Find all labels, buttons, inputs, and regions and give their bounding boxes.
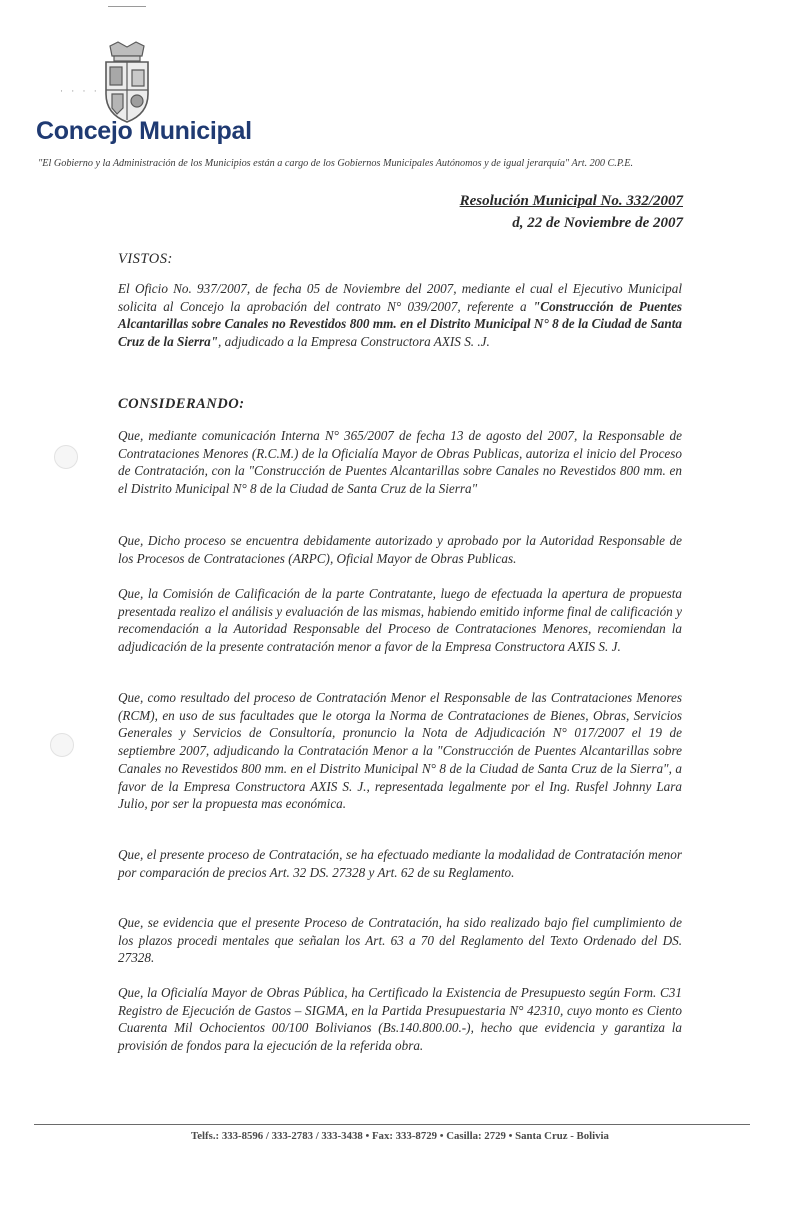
considerando-paragraph: Que, como resultado del proceso de Contratación Menor el Responsable de las Contrataciones Menores (RCM), en uso de sus facultades que le otorga la Norma de Contrataciones de Bienes, Obras, Servicios Generales y Servicios de Consultoría, pronuncio la Nota de Adjudicación N° 017/2007 el 19 de septiembre 2007, adjudicando la Contratación Menor a la "Construcción de Puentes Alcantarillas sobre Canales no Revestidos 800 mm. en el Distrito Municipal N° 8 de la Ciudad de Santa Cruz de la Sierra", a favor de la Empresa Constructora AXIS S. J., representada legalmente por el Ing. Rusfel Johnny Lara Julio, por ser la propuesta mas económica. bbox=[118, 690, 682, 812]
coat-of-arms-icon bbox=[92, 40, 162, 126]
punch-hole bbox=[50, 733, 74, 757]
contract-name: "Construcción de Puentes Alcantarillas sobre Canales no Revestidos 800 mm. en el Distrito Municipal N° 8 de la Ciudad de Santa Cruz de la Sierra" bbox=[118, 298, 683, 350]
vistos-text-start: El Oficio No. 937/2007, de fecha 05 de Noviembre del 2007, mediante el cual el Ejecutivo Municipal solicita al Concejo la aprobación del contrato N° 039/2007, referente a bbox=[118, 281, 682, 314]
considerando-paragraph: Que, la Comisión de Calificación de la parte Contratante, luego de efectuada la apertura de propuesta presentada realizo el análisis y evaluación de las mismas, habiendo emitido informe final de calificación y recomendación a la Autoridad Responsable del Proceso de Contrataciones Menores, recomiendan la adjudicación de la presente contratación menor a favor de la Empresa Constructora AXIS S. J. bbox=[118, 586, 682, 655]
resolution-title: Resolución Municipal No. 332/2007 bbox=[459, 193, 683, 209]
organization-name: Concejo Municipal bbox=[36, 117, 252, 145]
resolution-date: d, 22 de Noviembre de 2007 bbox=[512, 215, 683, 231]
top-rule bbox=[108, 6, 146, 7]
considerando-paragraph: Que, se evidencia que el presente Proceso de Contratación, ha sido realizado bajo fiel cumplimiento de los plazos procedi mentales que señalan los Art. 63 a 70 del Reglamento del Texto Ordenado del DS. 27328. bbox=[118, 915, 682, 966]
considerando-paragraph: Que, mediante comunicación Interna N° 365/2007 de fecha 13 de agosto del 2007, la Responsable de Contrataciones Menores (R.C.M.) de la Oficialía Mayor de Obras Publicas, autoriza el inicio del Proceso de Contratación, con la "Construcción de Puentes Alcantarillas sobre Canales no Revestidos 800 mm. en el Distrito Municipal N° 8 de la Ciudad de Santa Cruz de la Sierra" bbox=[118, 428, 682, 497]
punch-hole bbox=[54, 445, 78, 469]
considerando-heading: CONSIDERANDO: bbox=[118, 396, 245, 412]
considerando-paragraph: Que, el presente proceso de Contratación, se ha efectuado mediante la modalidad de Contratación menor por comparación de precios Art. 32 DS. 27328 y Art. 62 de su Reglamento. bbox=[118, 847, 682, 880]
footer-contact: Telfs.: 333-8596 / 333-2783 / 333-3438 • Fax: 333-8729 • Casilla: 2729 • Santa Cruz - Bolivia bbox=[191, 1130, 609, 1142]
footer-rule bbox=[34, 1124, 750, 1125]
organization-motto: "El Gobierno y la Administración de los Municipios están a cargo de los Gobiernos Municipales Autónomos y de igual jerarquía" Art. 200 C.P.E. bbox=[38, 158, 634, 169]
considerando-paragraph: Que, Dicho proceso se encuentra debidamente autorizado y aprobado por la Autoridad Responsable de los Procesos de Contrataciones (ARPC), Oficial Mayor de Obras Publicas. bbox=[118, 533, 682, 566]
crest-decoration: · · · · bbox=[60, 86, 100, 96]
considerando-paragraph: Que, la Oficialía Mayor de Obras Pública, ha Certificado la Existencia de Presupuesto según Form. C31 Registro de Ejecución de Gastos – SIGMA, en la Partida Presupuestaria N° 42310, cuyo monto es Ciento Cuarenta Mil Ochocientos 00/100 Bolivianos (Bs.140.800.00.-), hecho que evidencia y garantiza la provisión de fondos para la ejecución de la referida obra. bbox=[118, 985, 682, 1054]
vistos-text-end: , adjudicado a la Empresa Constructora AXIS S. .J. bbox=[218, 334, 490, 350]
vistos-paragraph bbox=[118, 280, 682, 351]
vistos-heading: VISTOS: bbox=[118, 251, 173, 267]
